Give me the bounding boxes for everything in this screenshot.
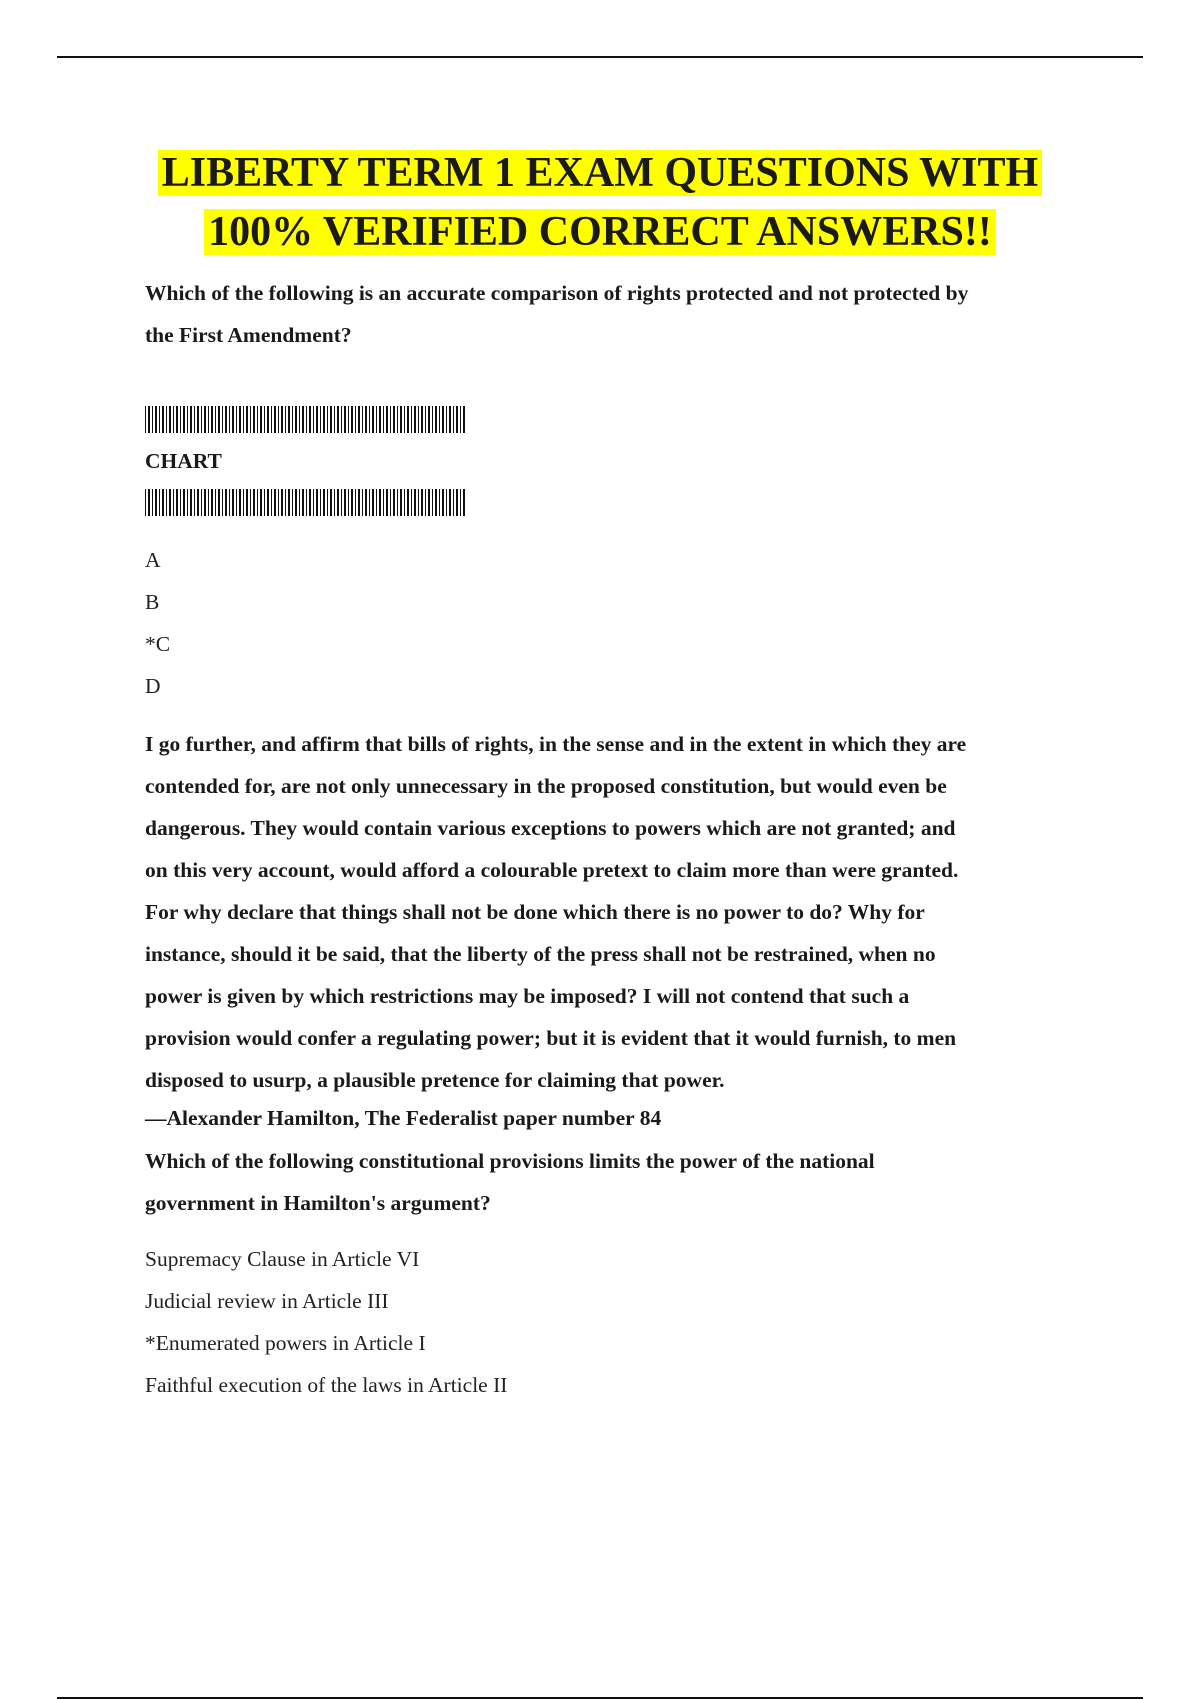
question-2-prompt-line-1: Which of the following constitutional provisions limits the power of the national [145,1149,875,1173]
option-supremacy-clause: Supremacy Clause in Article VI [145,1247,420,1271]
option-a: A [145,548,161,572]
chart-placeholder-bottom [145,489,1095,516]
question-1-options [145,539,1095,707]
passage-line: I go further, and affirm that bills of rights, in the sense and in the extent in which they are [145,732,967,756]
title-line-1: LIBERTY TERM 1 EXAM QUESTIONS WITH [158,150,1042,196]
question-1-prompt-line-2: the First Amendment? [145,323,352,347]
option-judicial-review: Judicial review in Article III [145,1289,389,1313]
passage-line: on this very account, would afford a colourable pretext to claim more than were granted. [145,858,959,882]
chart-label-block [145,440,1095,482]
passage-line: For why declare that things shall not be done which there is no power to do? Why for [145,900,925,924]
passage-line: instance, should it be said, that the liberty of the press shall not be restrained, when no [145,942,936,966]
option-faithful-execution: Faithful execution of the laws in Article II [145,1373,508,1397]
option-enumerated-powers-correct: *Enumerated powers in Article I [145,1331,426,1355]
passage-line: provision would confer a regulating power; but it is evident that it would furnish, to men [145,1026,957,1050]
question-2-prompt [145,1140,1095,1224]
chart-barcode-top [145,406,465,433]
chart-label: CHART [145,449,222,473]
document-title [60,144,1140,262]
chart-placeholder [145,406,1095,433]
question-1-prompt-line-1: Which of the following is an accurate comparison of rights protected and not protected by [145,281,969,305]
option-c-correct: *C [145,632,171,656]
question-2-options [145,1238,1095,1406]
question-2-passage [145,723,1095,1101]
passage-line: disposed to usurp, a plausible pretence for claiming that power. [145,1068,725,1092]
passage-line: power is given by which restrictions may be imposed? I will not contend that such a [145,984,910,1008]
question-1 [145,272,1095,356]
bottom-rule [57,1697,1143,1699]
passage-attribution: —Alexander Hamilton, The Federalist paper number 84 [145,1106,662,1130]
chart-barcode-bottom [145,489,465,516]
option-b: B [145,590,160,614]
top-rule [57,56,1143,58]
question-2-prompt-line-2: government in Hamilton's argument? [145,1191,491,1215]
title-line-2: 100% VERIFIED CORRECT ANSWERS!! [204,209,996,255]
question-2-attribution-block [145,1098,1095,1138]
option-d: D [145,674,161,698]
passage-line: contended for, are not only unnecessary in the proposed constitution, but would even be [145,774,947,798]
passage-line: dangerous. They would contain various exceptions to powers which are not granted; and [145,816,956,840]
